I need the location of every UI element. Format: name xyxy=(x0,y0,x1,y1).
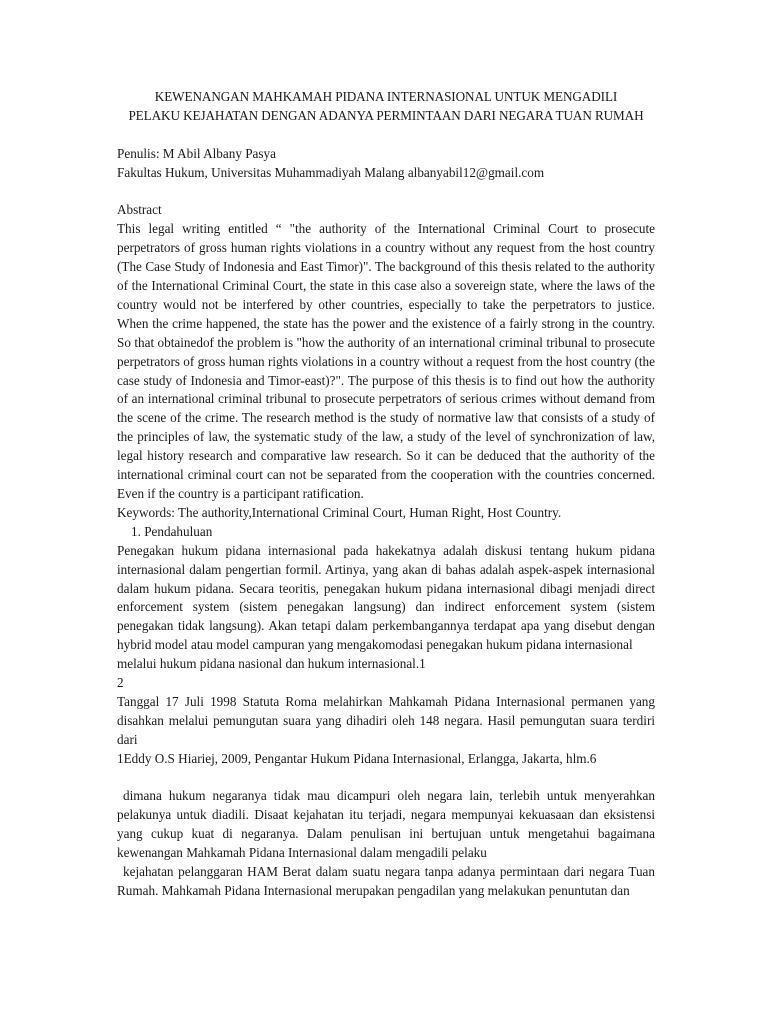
author-name: Penulis: M Abil Albany Pasya xyxy=(117,145,276,161)
page-marker: 2 xyxy=(117,675,124,691)
title-line-1: KEWENANGAN MAHKAMAH PIDANA INTERNASIONAL UNTUK MENGADILI xyxy=(154,89,618,104)
document-content xyxy=(117,88,655,901)
section-paragraph-1: Penegakan hukum pidana internasional pada hakekatnya adalah diskusi tentang hukum pidana internasional dalam pengertian formil. Artinya, yang akan di bahas adalah aspek-aspek internasional dalam hukum pidana. Secara teoritis, penegakan hukum pidana internasional dibagi menjadi direct enforcement system (sistem penegakan langsung) dan indirect enforcement system (sistem penegakan tidak langsung). Akan tetapi dalam perkembangannya terdapat apa yang disebut dengan hybrid model atau model campuran yang mengakomodasi penegakan hukum pidana internasional xyxy=(117,542,655,653)
section-heading: 1. Pendahuluan xyxy=(131,523,213,539)
spacer xyxy=(117,769,655,788)
section-paragraph-4: kejahatan pelanggaran HAM Berat dalam suatu negara tanpa adanya permintaan dari negara Tuan Rumah. Mahkamah Pidana Internasional merupakan pengadilan yang melakukan penuntutan dan xyxy=(117,864,655,899)
section-paragraph-1-continuation: melalui hukum pidana nasional dan hukum internasional.1 xyxy=(117,656,426,672)
abstract-body: This legal writing entitled “ "the authority of the International Criminal Court to prosecute perpetrators of gross human rights violations in a country without any request from the host country (The Case Study of Indonesia and East Timor)". The background of this thesis related to the authority of the International Criminal Court, the state in this case also a sovereign state, where the laws of the country would not be interfered by other countries, especially to take the perpetrators to justice. When the crime happened, the state has the power and the existence of a fairly strong in the country. So that obtainedof the problem is "how the authority of an international criminal tribunal to prosecute perpetrators of gross human rights violations in a country without a request from the host country (the case study of Indonesia and Timor-east)?". The purpose of this thesis is to find out how the authority of an international criminal tribunal to prosecute perpetrators of serious crimes without demand from the scene of the crime. The research method is the study of normative law that consists of a study of the principles of law, the systematic study of the law, a study of the level of synchronization of law, legal history research and comparative law research. So it can be deduced that the authority of the international criminal court can not be separated from the cooperation with the countries concerned. Even if the country is a participant ratification. xyxy=(117,221,655,501)
title-line-2: PELAKU KEJAHATAN DENGAN ADANYA PERMINTAAN DARI NEGARA TUAN RUMAH xyxy=(128,107,644,123)
abstract-heading: Abstract xyxy=(117,202,162,218)
keywords: Keywords: The authority,International Criminal Court, Human Right, Host Country. xyxy=(117,504,562,520)
section-paragraph-2: Tanggal 17 Juli 1998 Statuta Roma melahirkan Mahkamah Pidana Internasional permanen yang disahkan melalui pemungutan suara yang dihadiri oleh 148 negara. Hasil pemungutan suara terdiri dari xyxy=(117,693,655,747)
author-affiliation: Fakultas Hukum, Universitas Muhammadiyah Malang albanyabil12@gmail.com xyxy=(117,164,545,180)
section-paragraph-3: dimana hukum negaranya tidak mau dicampuri oleh negara lain, terlebih untuk menyerahkan pelakunya untuk diadili. Disaat kejahatan itu terjadi, negara mempunyai kekuasaan dan eksistensi yang cukup kuat di negaranya. Dalam penulisan ini bertujuan untuk mengetahui bagaimana kewenangan Mahkamah Pidana Internasional dalam mengadili pelaku xyxy=(117,788,655,861)
footnote: 1Eddy O.S Hiariej, 2009, Pengantar Hukum Pidana Internasional, Erlangga, Jakarta, hlm.6 xyxy=(117,750,597,766)
spacer xyxy=(117,183,655,202)
spacer xyxy=(117,126,655,145)
